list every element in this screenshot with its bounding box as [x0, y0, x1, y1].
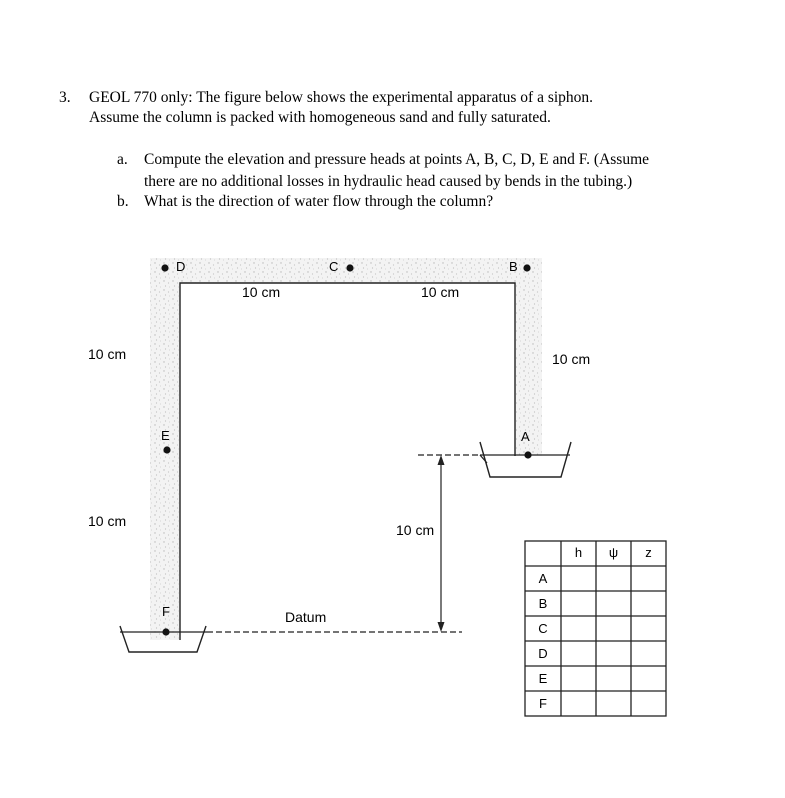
part-b-label: b.: [117, 193, 129, 210]
point-c-label: C: [329, 259, 339, 274]
question-number: 3.: [59, 89, 71, 106]
part-a-label: a.: [117, 151, 128, 168]
table-row-label-f: F: [539, 696, 547, 711]
part-a-line-1: Compute the elevation and pressure heads at points A, B, C, D, E and F. (Assume: [144, 151, 650, 168]
dim-left-lower: 10 cm: [88, 513, 127, 529]
question-line-2: Assume the column is packed with homogeneous sand and fully saturated.: [89, 109, 551, 126]
dim-top-right: 10 cm: [421, 284, 460, 300]
table-row-label-b: B: [538, 596, 548, 611]
point-b-label: B: [509, 259, 518, 274]
dim-top-left: 10 cm: [242, 284, 281, 300]
sand-column: [150, 258, 542, 640]
dim-mid-vertical: 10 cm: [396, 522, 435, 538]
question-line-1: GEOL 770 only: The figure below shows the experimental apparatus of a siphon.: [89, 89, 594, 106]
table-header-h: h: [574, 545, 583, 560]
table-row-label-e: E: [538, 671, 548, 686]
point-e-dot: [163, 446, 170, 453]
point-f-dot: [162, 628, 169, 635]
dim-right-upper: 10 cm: [552, 351, 591, 367]
point-a-label: A: [521, 429, 530, 444]
arrowhead-down: [438, 622, 445, 632]
point-d-label: D: [176, 259, 186, 274]
part-b-line-1: What is the direction of water flow through the column?: [144, 193, 494, 210]
point-e-label: E: [161, 428, 170, 443]
table-row-label-d: D: [538, 646, 548, 661]
datum-label: Datum: [285, 609, 327, 625]
table-row-label-c: C: [538, 621, 548, 636]
point-a-dot: [524, 451, 531, 458]
part-a-line-2: there are no additional losses in hydraulic head caused by bends in the tubing.): [144, 173, 633, 190]
arrowhead-up: [438, 455, 445, 465]
point-d-dot: [161, 264, 168, 271]
table-header-z: z: [645, 545, 652, 560]
table-header-psi: ψ: [608, 545, 619, 560]
point-c-dot: [346, 264, 353, 271]
point-b-dot: [523, 264, 530, 271]
dim-left-upper: 10 cm: [88, 346, 127, 362]
table-row-label-a: A: [538, 571, 548, 586]
point-f-label: F: [162, 604, 170, 619]
tube-inner-wall: [180, 283, 515, 640]
